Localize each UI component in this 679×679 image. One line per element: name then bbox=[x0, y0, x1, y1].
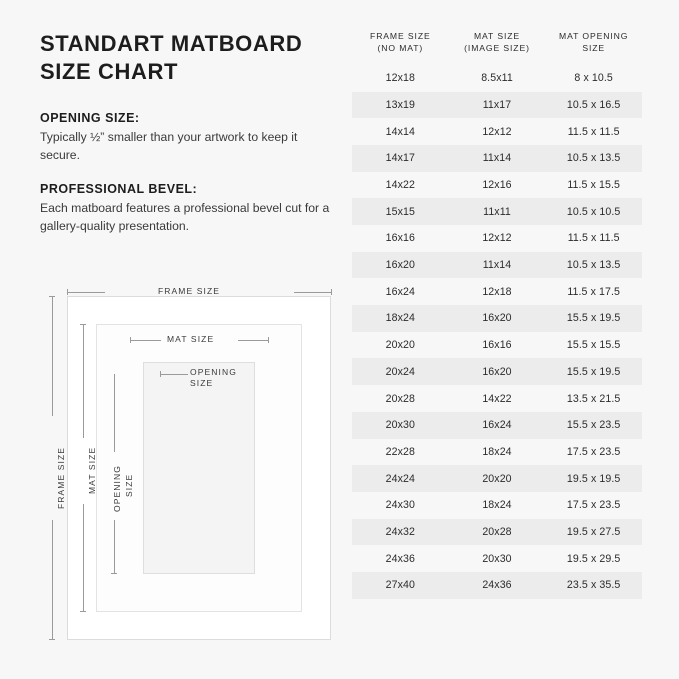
cell-mat-size: 20x20 bbox=[482, 472, 512, 485]
cell-frame-size: 27x40 bbox=[385, 579, 416, 592]
column-header-mat-size bbox=[449, 30, 546, 55]
frame-side-leader-bottom bbox=[52, 520, 53, 640]
table-row bbox=[352, 545, 642, 572]
opening-size-top-label-line2: SIZE bbox=[190, 378, 214, 389]
info-block-opening-size bbox=[40, 111, 340, 164]
cell-mat-opening-size: 10.5 x 16.5 bbox=[566, 98, 621, 111]
frame-mat-opening-diagram bbox=[40, 282, 332, 642]
cell-frame-size: 15x15 bbox=[385, 205, 416, 218]
column-header-line2: SIZE bbox=[582, 43, 606, 54]
table-row bbox=[352, 118, 642, 145]
table-row bbox=[352, 92, 642, 119]
cell-mat-size: 11x17 bbox=[482, 98, 512, 111]
column-header-frame-size bbox=[352, 30, 449, 55]
cell-frame-size: 20x30 bbox=[385, 419, 416, 432]
opening-size-side-label-line1: OPENING bbox=[112, 465, 122, 512]
cell-frame-size: 18x24 bbox=[385, 312, 416, 325]
table-row bbox=[352, 572, 642, 599]
cell-mat-size: 11x14 bbox=[482, 259, 512, 272]
cell-frame-size: 20x20 bbox=[385, 339, 416, 352]
cell-frame-size: 14x22 bbox=[385, 179, 416, 191]
column-header-line1: MAT SIZE bbox=[473, 31, 521, 41]
cell-mat-size: 18x24 bbox=[482, 445, 512, 458]
cell-mat-opening-size: 15.5 x 19.5 bbox=[566, 312, 621, 325]
cell-mat-opening-size: 10.5 x 13.5 bbox=[566, 259, 621, 272]
table-row bbox=[352, 385, 642, 412]
cell-mat-opening-size: 15.5 x 23.5 bbox=[566, 419, 621, 432]
intro-column bbox=[40, 30, 340, 254]
frame-size-side-label: FRAME SIZE bbox=[56, 446, 66, 509]
frame-side-tick-bottom bbox=[49, 639, 55, 640]
cell-frame-size: 24x36 bbox=[385, 552, 416, 565]
frame-top-tick-left bbox=[67, 289, 68, 295]
frame-side-tick-top bbox=[49, 296, 55, 297]
column-header-line2: (IMAGE SIZE) bbox=[464, 43, 530, 54]
mat-side-tick-top bbox=[80, 324, 86, 325]
table-row bbox=[352, 492, 642, 519]
cell-frame-size: 24x24 bbox=[385, 472, 416, 485]
cell-mat-opening-size: 11.5 x 15.5 bbox=[567, 179, 621, 191]
cell-mat-size: 16x16 bbox=[482, 339, 512, 352]
cell-mat-size: 12x12 bbox=[482, 232, 512, 245]
opening-side-leader-top bbox=[114, 374, 115, 452]
cell-mat-opening-size: 11.5 x 11.5 bbox=[567, 232, 620, 245]
mat-top-tick-right bbox=[268, 337, 269, 343]
cell-mat-size: 16x24 bbox=[482, 419, 512, 432]
info-block-body: Each matboard features a professional bevel cut for a gallery-quality presentation. bbox=[40, 201, 330, 234]
cell-mat-size: 24x36 bbox=[482, 579, 512, 592]
table-row bbox=[352, 145, 642, 172]
cell-frame-size: 12x18 bbox=[385, 72, 416, 85]
column-header-line1: MAT OPENING bbox=[559, 31, 629, 41]
cell-mat-size: 12x18 bbox=[482, 285, 512, 298]
cell-mat-opening-size: 11.5 x 11.5 bbox=[567, 125, 620, 138]
column-header-mat-opening-size bbox=[545, 30, 642, 55]
mat-side-leader-bottom bbox=[83, 504, 84, 612]
table-header-row bbox=[352, 30, 642, 65]
frame-side-leader-top bbox=[52, 296, 53, 416]
table-row bbox=[352, 358, 642, 385]
mat-top-leader-right bbox=[238, 340, 269, 341]
opening-side-leader-bottom bbox=[114, 520, 115, 574]
cell-frame-size: 16x16 bbox=[385, 232, 416, 245]
cell-frame-size: 14x17 bbox=[385, 152, 416, 165]
cell-mat-opening-size: 10.5 x 13.5 bbox=[566, 152, 621, 165]
frame-size-top-label: FRAME SIZE bbox=[158, 286, 221, 296]
cell-frame-size: 20x24 bbox=[385, 365, 416, 378]
table-row bbox=[352, 465, 642, 492]
cell-frame-size: 24x30 bbox=[385, 499, 416, 512]
opening-top-leader bbox=[160, 374, 188, 375]
cell-mat-size: 18x24 bbox=[482, 499, 512, 512]
mat-side-tick-bottom bbox=[80, 611, 86, 612]
frame-top-leader-right bbox=[294, 292, 332, 293]
mat-size-side-label: MAT SIZE bbox=[87, 446, 97, 494]
cell-mat-size: 12x16 bbox=[482, 179, 512, 191]
table-row bbox=[352, 519, 642, 546]
frame-top-tick-right bbox=[331, 289, 332, 295]
mat-top-tick-left bbox=[130, 337, 131, 343]
cell-mat-size: 16x20 bbox=[482, 365, 512, 378]
table-row bbox=[352, 278, 642, 305]
table-row bbox=[352, 439, 642, 466]
cell-mat-opening-size: 19.5 x 29.5 bbox=[566, 552, 621, 565]
opening-size-top-label bbox=[190, 367, 260, 389]
cell-mat-opening-size: 13.5 x 21.5 bbox=[566, 392, 621, 405]
table-row bbox=[352, 65, 642, 92]
cell-frame-size: 20x28 bbox=[385, 392, 416, 405]
cell-mat-size: 8.5x11 bbox=[481, 72, 513, 85]
cell-mat-opening-size: 23.5 x 35.5 bbox=[566, 579, 621, 592]
column-header-line1: FRAME SIZE bbox=[370, 31, 431, 41]
cell-mat-size: 20x28 bbox=[482, 525, 512, 538]
mat-top-leader-left bbox=[130, 340, 161, 341]
info-block-professional-bevel bbox=[40, 182, 340, 235]
cell-mat-size: 11x14 bbox=[482, 152, 512, 165]
info-block-heading: OPENING SIZE: bbox=[40, 111, 140, 125]
mat-side-leader-top bbox=[83, 324, 84, 438]
cell-mat-size: 16x20 bbox=[482, 312, 512, 325]
cell-mat-size: 12x12 bbox=[482, 125, 512, 138]
cell-mat-opening-size: 19.5 x 27.5 bbox=[566, 525, 621, 538]
table-row bbox=[352, 412, 642, 439]
frame-top-leader-left bbox=[67, 292, 105, 293]
cell-mat-opening-size: 17.5 x 23.5 bbox=[566, 445, 621, 458]
cell-frame-size: 16x24 bbox=[385, 285, 416, 298]
table-row bbox=[352, 305, 642, 332]
cell-mat-size: 20x30 bbox=[482, 552, 512, 565]
cell-mat-opening-size: 11.5 x 17.5 bbox=[567, 285, 621, 298]
cell-mat-opening-size: 17.5 x 23.5 bbox=[566, 499, 621, 512]
opening-size-side-label-line2: SIZE bbox=[124, 473, 134, 497]
cell-mat-size: 11x11 bbox=[483, 205, 511, 218]
cell-mat-opening-size: 19.5 x 19.5 bbox=[566, 472, 621, 485]
table-row bbox=[352, 252, 642, 279]
opening-size-top-label-line1: OPENING bbox=[190, 367, 237, 377]
page-title: STANDART MATBOARD SIZE CHART bbox=[40, 31, 303, 84]
info-block-body: Typically ½” smaller than your artwork to keep it secure. bbox=[40, 130, 298, 162]
cell-mat-opening-size: 15.5 x 15.5 bbox=[566, 339, 621, 352]
cell-frame-size: 24x32 bbox=[385, 525, 416, 538]
opening-side-tick-bottom bbox=[111, 573, 117, 574]
cell-frame-size: 13x19 bbox=[385, 98, 416, 111]
cell-mat-opening-size: 15.5 x 19.5 bbox=[566, 365, 621, 378]
cell-frame-size: 22x28 bbox=[385, 445, 416, 458]
table-row bbox=[352, 172, 642, 199]
column-header-line2: (NO MAT) bbox=[377, 43, 424, 54]
cell-mat-opening-size: 8 x 10.5 bbox=[574, 72, 613, 85]
table-row bbox=[352, 225, 642, 252]
opening-outline bbox=[143, 362, 255, 574]
cell-mat-opening-size: 10.5 x 10.5 bbox=[566, 205, 621, 218]
info-block-heading: PROFESSIONAL BEVEL: bbox=[40, 182, 198, 197]
opening-top-tick bbox=[160, 371, 161, 377]
table-row bbox=[352, 198, 642, 225]
cell-mat-size: 14x22 bbox=[482, 392, 512, 405]
cell-frame-size: 16x20 bbox=[385, 259, 416, 272]
size-chart-table bbox=[352, 30, 642, 599]
table-row bbox=[352, 332, 642, 359]
cell-frame-size: 14x14 bbox=[385, 125, 416, 138]
mat-size-top-label: MAT SIZE bbox=[167, 334, 215, 344]
